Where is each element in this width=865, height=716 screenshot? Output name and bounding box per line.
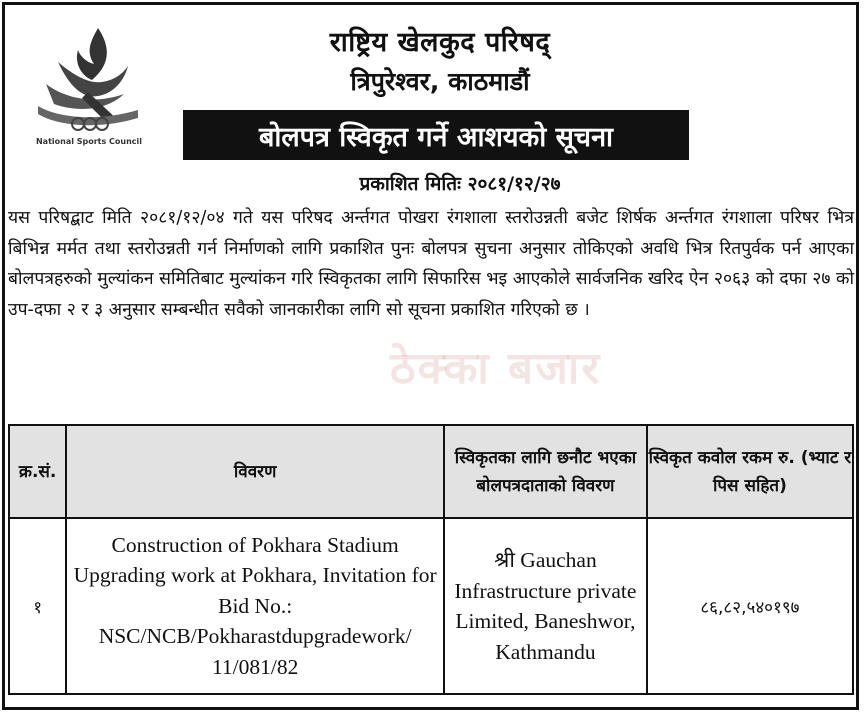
- council-logo: [28, 22, 150, 150]
- published-date: प्रकाशित मितिः २०८१/१२/२७: [359, 173, 561, 195]
- row-amount: ८६,८२,५४०१९७: [647, 518, 853, 694]
- flame-icon: [77, 28, 107, 80]
- header-description: विवरण: [66, 425, 444, 518]
- notice-body: यस परिषद्बाट मिति २०८१/१२/०४ गते यस परिषद अर्न्तगत पोखरा रंगशाला स्तरोउन्नती बजेट शिर्षक अर्न्तगत रंगशाला परिषर भित्र बिभिन्न मर्मत तथा स्तरोउन्नती गर्न निर्माणको लागि प्रकाशित पुनः बोलपत्र सुचना अनुसार तोकिएको अवधि भित्र रितपुर्वक पर्न आएका बोलपत्रहरुको मुल्यांकन समितिबाट मुल्यांकन गरि स्विकृतका लागि सिफारिस भइ आएकोले सार्वजनिक खरिद ऐन २०६३ को दफा २७ को उप-दफा २ र ३ अनुसार सम्बन्धीत सवैको जानकारीका लागि सो सूचना प्रकाशित गरिएको छ ।: [8, 208, 854, 320]
- watermark: ठेक्का बजार: [390, 343, 602, 394]
- table-row: [9, 518, 853, 694]
- header-bidder: स्विकृतका लागि छनौट भएका बोलपत्रदाताको विवरण: [444, 425, 647, 518]
- notice-title: बोलपत्र स्विकृत गर्ने आशयको सूचना: [183, 110, 689, 160]
- row-sn: १: [9, 518, 66, 694]
- header-sn: क्र.सं.: [9, 425, 66, 518]
- row-description: Construction of Pokhara Stadium Upgrading work at Pokhara, Invitation for Bid No.: NSC/NCB/Pokharastdupgradework/ 11/081/82: [66, 518, 444, 694]
- org-address: त्रिपुरेश्वर, काठमाडौं: [350, 67, 530, 96]
- table-header-row: [9, 425, 853, 518]
- row-bidder: श्री Gauchan Infrastructure private Limited, Baneshwor, Kathmandu: [444, 518, 647, 694]
- header-amount: स्विकृत कवोल रकम रु. (भ्याट र पिस सहित): [647, 425, 853, 518]
- logo-caption: National Sports Council: [35, 137, 143, 146]
- org-name: राष्ट्रिय खेलकुद परिषद्: [329, 27, 551, 58]
- award-table: [8, 424, 854, 695]
